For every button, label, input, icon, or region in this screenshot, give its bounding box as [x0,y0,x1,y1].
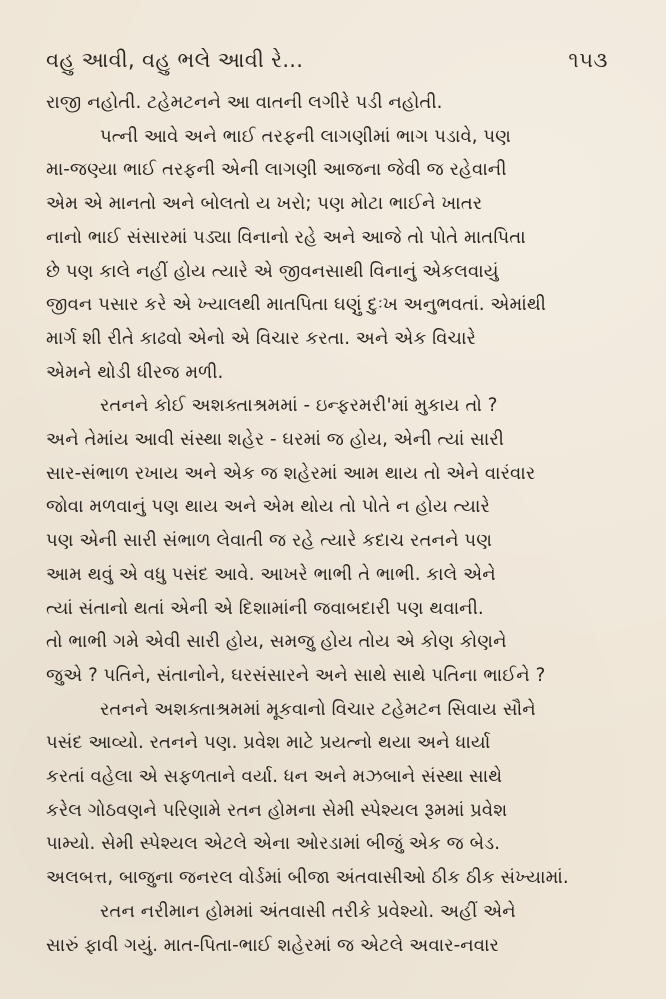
text-line: માર્ગ શી રીતે કાઢવો એનો એ વિચાર કરતા. અને એક વિચારે [46,327,476,349]
running-header [46,46,610,74]
text-line: છે પણ કાલે નહીં હોય ત્યારે એ જીવનસાથી વિનાનું એકલવાયું [46,260,499,282]
text-line: ત્યાં સંતાનો થતાં એની એ દિશામાંની જવાબદારી પણ થવાની. [46,597,484,619]
text-line: કરતાં વહેલા એ સફળતાને વર્યા. ધન અને મઝબાને સંસ્થા સાથે [46,766,503,788]
text-line: અલબત્ત, બાજુના જનરલ વોર્ડમાં બીજા અંતવાસીઓ ઠીક ઠીક સંખ્યામાં. [46,867,569,889]
text-line: અને તેમાંય આવી સંસ્થા શહેર - ઘરમાં જ હોય, એની ત્યાં સારી [46,429,504,451]
text-line: સાર-સંભાળ રખાય અને એક જ શહેરમાં આમ થાય તો એને વારંવાર [46,462,536,484]
text-line: આમ થવું એ વધુ પસંદ આવે. આખરે ભાભી તે ભાભી. કાલે એને [46,563,496,585]
text-line: મા-જણ્યા ભાઈ તરફની એની લાગણી આજના જેવી જ રહેવાની [46,159,507,181]
text-line: રતનને અશક્તાશ્રમમાં મૂકવાનો વિચાર ટહેમટન સિવાય સૌને [100,698,536,720]
text-line: સારું ફાવી ગયું. માત-પિતા-ભાઈ શહેરમાં જ એટલે અવાર-નવાર [46,934,499,956]
text-line: રાજી નહોતી. ટહેમટનને આ વાતની લગીરે પડી નહોતી. [46,92,443,113]
text-line: એમને થોડી ધીરજ મળી. [46,361,224,383]
text-line: પત્ની આવે અને ભાઈ તરફની લાગણીમાં ભાગ પડાવે, પણ [100,125,511,147]
text-line: પસંદ આવ્યો. રતનને પણ. પ્રવેશ માટે પ્રયત્નો થયા અને ધાર્યા [46,732,491,754]
page-body [46,86,610,962]
text-line: એમ એ માનતો અને બોલતો ય ખરો; પણ મોટા ભાઈને ખાતર [46,193,483,215]
text-line: તો ભાભી ગમે એવી સારી હોય, સમજુ હોય તોય એ કોણ કોણને [46,631,507,653]
text-line: રતનને કોઈ અશક્તાશ્રમમાં - ઇન્ફરમરી'માં મુકાય તો ? [100,395,498,417]
text-line: કરેલ ગોઠવણને પરિણામે રતન હોમના સેમી સ્પેશ્યલ રૂમમાં પ્રવેશ [46,799,508,821]
text-line: પામ્યો. સેમી સ્પેશ્યલ એટલે એના ઓરડામાં બીજું એક જ બેડ. [46,833,501,855]
text-line: નાનો ભાઈ સંસારમાં પડ્યા વિનાનો રહે અને આજે તો પોતે માતપિતા [46,226,526,248]
page-number: ૧૫૩ [568,48,608,72]
text-line: પણ એની સારી સંભાળ લેવાતી જ રહે ત્યારે કદાચ રતનને પણ [46,530,493,552]
text-line: જુએ ? પતિને, સંતાનોને, ઘરસંસારને અને સાથે સાથે પતિના ભાઈને ? [46,664,546,686]
text-line: રતન નરીમાન હોમમાં અંતવાસી તરીકે પ્રવેશ્યો. અહીં એને [100,900,516,922]
text-line: જોવા મળવાનું પણ થાય અને એમ થોય તો પોતે ન હોય ત્યારે [46,496,490,518]
header-title: વહુ આવી, વહુ ભલે આવી રે... [46,48,304,72]
text-line: જીવન પસાર કરે એ ખ્યાલથી માતપિતા ઘણું દુઃખ અનુભવતાં. એમાંથી [46,294,547,316]
